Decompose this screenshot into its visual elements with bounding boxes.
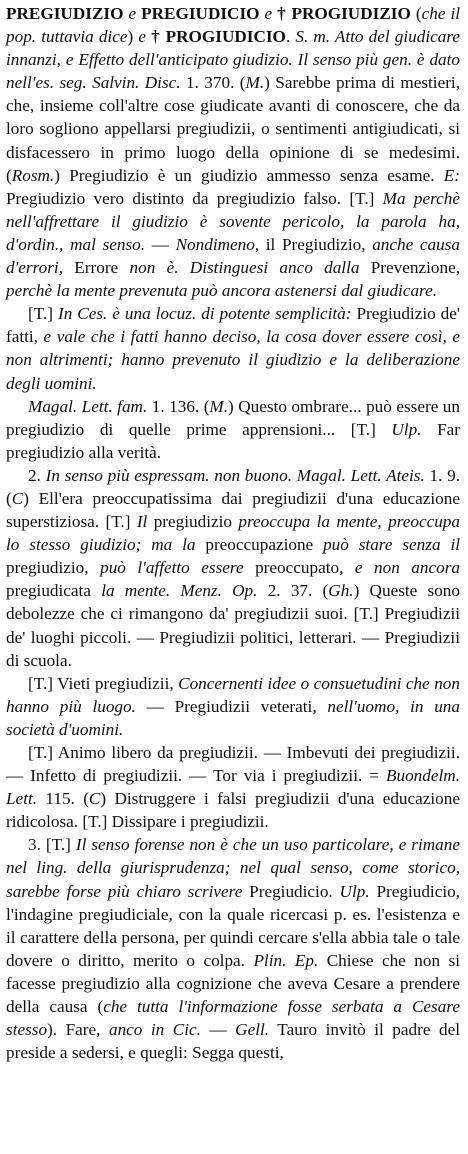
entry-text: Ulp. (391, 419, 422, 439)
entry-text: Ma perchè nell'affrettare il giudizio è sovente pericolo, la parola ha, d'ordin., mal senso. (6, 188, 460, 254)
entry-text: ] (124, 512, 137, 532)
entry-text: pregiudizio, (6, 558, 101, 578)
tommaseo-mark: T. (88, 812, 102, 832)
entry-text: In senso più espressam. non buono. Magal. Lett. Ateis. (45, 465, 425, 485)
entry-text: [ (28, 743, 34, 762)
entry-text: e (138, 27, 146, 47)
entry-paragraph (6, 672, 460, 741)
entry-text: e Effetto dell'anticipato giudizio. Il senso più gen. è dato nell'es. seg. Salvin. Disc. (6, 50, 460, 93)
entry-text: C (11, 488, 24, 508)
entry-text: Magal. Lett. fam. (28, 396, 148, 416)
entry-text: 2. 37. ( (257, 581, 329, 601)
entry-text: 1. 370. ( (180, 73, 246, 93)
entry-text: Il (136, 512, 148, 532)
entry-text: e (123, 4, 142, 23)
headword-text: † PROGIUDIZIO (277, 4, 411, 23)
entry-text: ] (47, 304, 58, 324)
entry-text: Far pregiudizio alla verità. (6, 419, 460, 462)
entry-paragraph (6, 302, 460, 394)
entry-text: ) (127, 27, 139, 47)
tommaseo-mark: T. (51, 835, 66, 855)
entry-text: Buondelm. Lett. (6, 766, 460, 809)
entry-text: E: (443, 165, 460, 185)
entry-paragraph (6, 464, 460, 672)
entry-text: ) Questo ombrare... può essere un pregiudizio di quelle prime apprensioni... [ (6, 396, 460, 439)
entry-text: 3. [ (28, 835, 52, 855)
entry-text: non è. Distinguesi anco dalla (129, 258, 360, 278)
tommaseo-mark: T. (33, 673, 48, 693)
entry-text: ] (368, 188, 383, 208)
entry-text: ] (65, 835, 76, 855)
entry-headword-paragraph (6, 2, 460, 302)
entry-text: — Pregiudizii veterati, (135, 696, 328, 716)
entry-text: nell'uomo, in una società d'uomini. (6, 696, 460, 739)
entry-text: può l'affetto essere (100, 558, 244, 578)
entry-text: la mente. Menz. Op. (101, 581, 258, 601)
entry-text: Pregiudicio. (242, 881, 340, 901)
entry-text: ) Distruggere i falsi pregiudizii d'una educazione ridicolosa. [ (6, 789, 460, 832)
tommaseo-mark: T. (33, 743, 48, 762)
entry-text: Pregiudizio de' fatti, (6, 304, 460, 347)
entry-text: Rosm. (11, 165, 55, 185)
entry-text: [ (28, 673, 34, 693)
entry-text: il Pregiudizio, (259, 234, 373, 254)
entry-text: e non ancora (354, 558, 460, 578)
entry-text: e (259, 4, 278, 23)
entry-text: anco in Cic. (108, 1020, 201, 1040)
entry-text: ] (370, 419, 392, 439)
entry-text: preoccupazione (195, 535, 324, 555)
entry-text: [ (28, 304, 34, 324)
headword-text: † PROGIUDICIO (145, 27, 286, 47)
entry-text: Ulp. (339, 881, 370, 901)
entry-text: C (88, 789, 101, 809)
entry-text: ) Ell'era preoccupatissima dai pregiudizii d'una educazione superstiziosa. [ (6, 488, 460, 532)
entry-text: Pregiudicio, l'indagine pregiudiciale, con la quale ricercasi p. es. l'esistenza e il carattere della persona, per quindi cercare s'ella abbia tale o tale dovere o diritto, merito o colpa. (6, 881, 460, 970)
entry-text: Plin. Ep. (253, 950, 319, 970)
entry-text: ) Pregiudizio è un giudizio ammesso senza esame. (54, 165, 444, 185)
entry-text: può stare senza il (323, 535, 460, 555)
entry-text: pregiudicata (6, 581, 102, 601)
tommaseo-mark: T. (33, 304, 48, 324)
entry-text: ) Queste sono debolezze che ci rimangono da' pregiudizii suoi. [ (6, 581, 460, 624)
entry-text: e vale che i fatti hanno deciso, la cosa dover essere così, e non altrimenti; hanno prevenuto il giudizio e la deliberazione degli uomini. (6, 327, 460, 393)
entry-text: In Ces. è una locuz. di potente semplicità: (57, 304, 352, 324)
entry-text: — (200, 1020, 236, 1040)
entry-text: preoccupato, (243, 558, 355, 578)
entry-text: , (56, 50, 66, 70)
entry-text: 1. 9. ( (6, 465, 461, 508)
entry-paragraph (6, 741, 460, 833)
entry-text: Concernenti idee o consuetudini che non hanno più luogo. (6, 673, 460, 716)
entry-text: preoccupa la mente, preoccupa lo stesso giudizio; ma la (6, 512, 460, 555)
entry-text: anche causa d'errori, (6, 234, 461, 278)
tommaseo-mark: T. (355, 188, 369, 208)
entry-text: ] Pregiudizii de' luoghi piccoli. — Pregiudizii politici, letterari. — Pregiudizii di scuola. (6, 604, 460, 670)
entry-text: 1. 136. ( (147, 396, 210, 416)
tommaseo-mark: T. (359, 604, 373, 624)
entry-text: ). Fare, (47, 1020, 109, 1040)
entry-text: Pregiudizio vero distinto da pregiudizio falso. [ (6, 188, 356, 208)
entry-text: ] Animo libero da pregiudizii. — Imbevuti dei pregiudizii. — Infetto di pregiudizii. — Tor via i pregiudizii. = (6, 743, 460, 786)
entry-text: perchè la mente prevenuta può ancora astenersi dal giudicare. (6, 281, 438, 301)
tommaseo-mark: T. (111, 512, 125, 532)
entry-text: Prevenzione, (359, 258, 460, 278)
entry-text: M. (209, 396, 229, 416)
entry-text: M. (245, 73, 265, 93)
entry-text: 115. ( (37, 789, 89, 809)
entry-text: ) Sarebbe prima di mestieri, che, insieme coll'altre cose giudicate avanti di conoscere, che da loro sogliono appellarsi pregiudizii, o sentimenti antigiudicati, si disfacessero in primo luogo della opinione di se medesimi. ( (6, 73, 460, 185)
entry-text: Chiese che non si facesse pregiudizio alla cognizione che aveva Cesare a prendere della causa ( (6, 950, 460, 1017)
entry-text: Nondimeno, (175, 234, 260, 254)
entry-text: ( (410, 4, 422, 23)
entry-text: . (285, 27, 296, 47)
entry-text: pregiudizio (147, 512, 239, 532)
tommaseo-mark: T. (356, 419, 371, 439)
entry-text: ] Dissipare i pregiudizii. (101, 812, 269, 832)
entry-text: S. m. Atto del giudicare innanzi (6, 27, 460, 70)
entry-text: ] Vieti pregiudizii, (47, 673, 179, 693)
entry-paragraph (6, 395, 460, 464)
entry-text: 2. (28, 465, 46, 485)
entry-text: — (145, 234, 176, 254)
headword-text: PREGIUDICIO (141, 4, 260, 23)
entry-text: che il pop. tuttavia dice (6, 4, 460, 47)
entry-paragraph (6, 833, 460, 1064)
entry-text: Tauro invitò il padre del preside a sedersi, e quegli: Segga questi, (6, 1020, 460, 1063)
entry-text: Gh. (328, 581, 354, 601)
entry-text: che tutta l'informazione fosse serbata a Cesare stesso (6, 997, 461, 1040)
entry-text: Gell. (235, 1020, 270, 1040)
entry-text: Errore (63, 258, 130, 278)
entry-text: Il senso forense non è che un uso particolare, e rimane nel ling. della giurisprudenza; nel qual senso, come storico, sarebbe forse più chiaro scrivere (6, 835, 460, 901)
headword-text: PREGIUDIZIO (6, 4, 124, 23)
